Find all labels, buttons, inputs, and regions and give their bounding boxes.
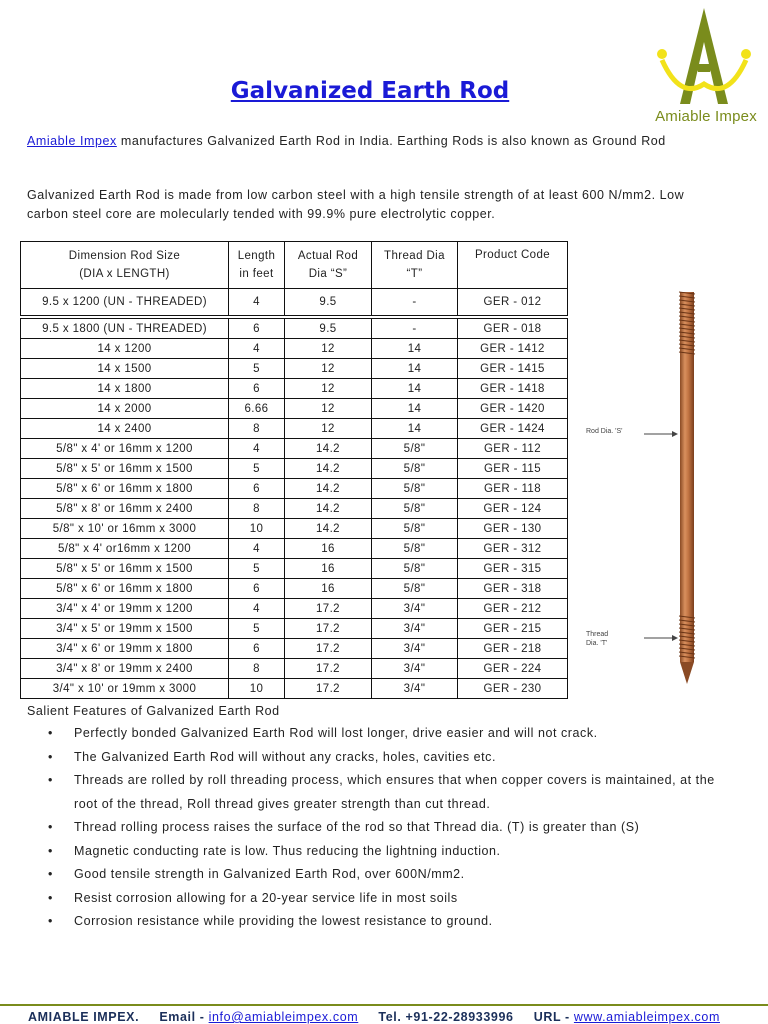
table-cell: 14 x 1500 bbox=[21, 359, 229, 379]
table-cell: 5/8" x 5' or 16mm x 1500 bbox=[21, 559, 229, 579]
table-cell: 17.2 bbox=[285, 599, 372, 619]
table-cell: 5 bbox=[229, 619, 285, 639]
table-cell: 17.2 bbox=[285, 639, 372, 659]
table-cell: 6 bbox=[229, 639, 285, 659]
table-cell: GER - 312 bbox=[458, 539, 568, 559]
features-heading: Salient Features of Galvanized Earth Rod bbox=[27, 704, 280, 718]
table-cell: 10 bbox=[229, 679, 285, 699]
table-cell: 5/8" bbox=[372, 579, 458, 599]
table-cell: GER - 218 bbox=[458, 639, 568, 659]
rod-dia-label: Rod Dia. 'S' bbox=[586, 428, 623, 435]
footer bbox=[28, 1010, 720, 1024]
table-cell: - bbox=[372, 289, 458, 316]
table-cell: 14.2 bbox=[285, 479, 372, 499]
feature-item bbox=[27, 863, 727, 887]
footer-url-label: URL - bbox=[533, 1010, 570, 1024]
table-row bbox=[21, 419, 568, 439]
table-row bbox=[21, 459, 568, 479]
table-cell: 3/4" x 5' or 19mm x 1500 bbox=[21, 619, 229, 639]
table-cell: 14 bbox=[372, 399, 458, 419]
table-row bbox=[21, 319, 568, 339]
logo-text: Amiable Impex bbox=[655, 108, 757, 125]
table-cell: GER - 215 bbox=[458, 619, 568, 639]
table-cell: 12 bbox=[285, 339, 372, 359]
table-row bbox=[21, 579, 568, 599]
features-list bbox=[27, 722, 727, 934]
company-link[interactable]: Amiable Impex bbox=[27, 134, 117, 148]
table-cell: 5/8" x 5' or 16mm x 1500 bbox=[21, 459, 229, 479]
table-row bbox=[21, 479, 568, 499]
bullet-icon: • bbox=[48, 914, 53, 928]
table-cell: 5/8" x 4' or 16mm x 1200 bbox=[21, 439, 229, 459]
bullet-icon: • bbox=[48, 749, 53, 764]
table-cell: GER - 318 bbox=[458, 579, 568, 599]
table-cell: 4 bbox=[229, 439, 285, 459]
table-cell: GER - 212 bbox=[458, 599, 568, 619]
feature-text: The Galvanized Earth Rod will without any cracks, holes, cavities etc. bbox=[74, 749, 497, 764]
table-cell: GER - 118 bbox=[458, 479, 568, 499]
header-actual-rod-dia: Actual Rod Dia “S” bbox=[285, 242, 372, 289]
feature-text: Thread rolling process raises the surface of the rod so that Thread dia. (T) is greater than (S) bbox=[74, 820, 640, 834]
bullet-icon: • bbox=[48, 890, 53, 905]
table-cell: 14 x 1200 bbox=[21, 339, 229, 359]
table-cell: 14.2 bbox=[285, 519, 372, 539]
table-cell: 14 bbox=[372, 419, 458, 439]
bullet-icon: • bbox=[48, 843, 53, 858]
table-row bbox=[21, 559, 568, 579]
footer-divider bbox=[0, 1004, 768, 1006]
table-cell: 5 bbox=[229, 359, 285, 379]
table-cell: 14 x 2000 bbox=[21, 399, 229, 419]
description-paragraph: Galvanized Earth Rod is made from low carbon steel with a high tensile strength of at least 600 N/mm2. Low carbon steel core are molecularly tended with 99.9% pure electrolytic copper. bbox=[27, 188, 685, 221]
table-cell: 16 bbox=[285, 579, 372, 599]
table-cell: 14 bbox=[372, 359, 458, 379]
feature-item bbox=[27, 722, 727, 746]
table-cell: 4 bbox=[229, 289, 285, 316]
header-length: Length in feet bbox=[229, 242, 285, 289]
table-cell: 3/4" bbox=[372, 619, 458, 639]
table-row bbox=[21, 679, 568, 699]
table-row bbox=[21, 379, 568, 399]
feature-item bbox=[27, 769, 727, 816]
table-body bbox=[21, 289, 568, 699]
table-cell: 8 bbox=[229, 419, 285, 439]
table-cell: 9.5 bbox=[285, 319, 372, 339]
table-cell: 3/4" bbox=[372, 639, 458, 659]
table-cell: GER - 1418 bbox=[458, 379, 568, 399]
table-cell: 4 bbox=[229, 599, 285, 619]
feature-item bbox=[27, 746, 727, 770]
table-cell: 5/8" bbox=[372, 519, 458, 539]
table-cell: 3/4" bbox=[372, 599, 458, 619]
table-row bbox=[21, 599, 568, 619]
table-cell: 14.2 bbox=[285, 499, 372, 519]
table-cell: 3/4" bbox=[372, 679, 458, 699]
table-cell: 3/4" x 4' or 19mm x 1200 bbox=[21, 599, 229, 619]
table-cell: 3/4" x 8' or 19mm x 2400 bbox=[21, 659, 229, 679]
table-cell: 8 bbox=[229, 499, 285, 519]
table-cell: 9.5 x 1200 (UN - THREADED) bbox=[21, 289, 229, 316]
bullet-icon: • bbox=[48, 773, 53, 787]
table-cell: GER - 1424 bbox=[458, 419, 568, 439]
table-cell: 4 bbox=[229, 339, 285, 359]
table-cell: 14 x 1800 bbox=[21, 379, 229, 399]
table-cell: 14.2 bbox=[285, 439, 372, 459]
thread-dia-label: Thread Dia. 'T' bbox=[586, 631, 609, 647]
feature-text: Resist corrosion allowing for a 20-year service life in most soils bbox=[74, 890, 458, 905]
table-cell: GER - 1420 bbox=[458, 399, 568, 419]
feature-text: Perfectly bonded Galvanized Earth Rod will lost longer, drive easier and will not crack. bbox=[74, 726, 598, 740]
table-cell: 12 bbox=[285, 399, 372, 419]
table-cell: 4 bbox=[229, 539, 285, 559]
table-cell: 14.2 bbox=[285, 459, 372, 479]
table-cell: 5/8" bbox=[372, 459, 458, 479]
bullet-icon: • bbox=[48, 726, 53, 740]
footer-url-link[interactable]: www.amiableimpex.com bbox=[573, 1010, 720, 1024]
table-row bbox=[21, 619, 568, 639]
table-cell: GER - 012 bbox=[458, 289, 568, 316]
table-cell: 9.5 bbox=[285, 289, 372, 316]
feature-item bbox=[27, 910, 727, 934]
table-cell: 3/4" x 6' or 19mm x 1800 bbox=[21, 639, 229, 659]
table-cell: 17.2 bbox=[285, 619, 372, 639]
table-cell: GER - 224 bbox=[458, 659, 568, 679]
header-dimension: Dimension Rod Size (DIA x LENGTH) bbox=[21, 242, 229, 289]
table-cell: 5/8" bbox=[372, 439, 458, 459]
table-cell: 3/4" x 10' or 19mm x 3000 bbox=[21, 679, 229, 699]
header-thread-dia: Thread Dia “T” bbox=[372, 242, 458, 289]
table-row bbox=[21, 399, 568, 419]
table-row bbox=[21, 499, 568, 519]
table-cell: 5/8" bbox=[372, 559, 458, 579]
feature-item bbox=[27, 816, 727, 840]
table-cell: 6 bbox=[229, 379, 285, 399]
table-cell: 16 bbox=[285, 559, 372, 579]
table-header-row bbox=[21, 242, 568, 289]
table-row bbox=[21, 339, 568, 359]
footer-email-label: Email - bbox=[159, 1010, 205, 1024]
intro-paragraph bbox=[27, 132, 727, 151]
bullet-icon: • bbox=[48, 867, 53, 881]
table-cell: 9.5 x 1800 (UN - THREADED) bbox=[21, 319, 229, 339]
table-cell: 3/4" bbox=[372, 659, 458, 679]
intro-text: manufactures Galvanized Earth Rod in India. Earthing Rods is also known as Ground Rod bbox=[116, 134, 666, 148]
table-cell: 5/8" x 8' or 16mm x 2400 bbox=[21, 499, 229, 519]
table-cell: 8 bbox=[229, 659, 285, 679]
table-cell: 10 bbox=[229, 519, 285, 539]
footer-email-link[interactable]: info@amiableimpex.com bbox=[208, 1010, 359, 1024]
spec-table bbox=[20, 241, 568, 699]
table-cell: 5/8" bbox=[372, 539, 458, 559]
table-row bbox=[21, 289, 568, 316]
table-cell: GER - 124 bbox=[458, 499, 568, 519]
table-row bbox=[21, 539, 568, 559]
table-row bbox=[21, 659, 568, 679]
table-cell: 5 bbox=[229, 459, 285, 479]
table-cell: 12 bbox=[285, 419, 372, 439]
table-cell: GER - 130 bbox=[458, 519, 568, 539]
table-cell: 6 bbox=[229, 319, 285, 339]
table-cell: GER - 112 bbox=[458, 439, 568, 459]
table-cell: 14 bbox=[372, 379, 458, 399]
table-cell: 17.2 bbox=[285, 659, 372, 679]
feature-item bbox=[27, 840, 727, 864]
feature-text: Corrosion resistance while providing the lowest resistance to ground. bbox=[74, 914, 493, 928]
header-product-code: Product Code bbox=[458, 242, 568, 289]
feature-text: Threads are rolled by roll threading process, which ensures that when copper covers is maintained, at the root of the thread, Roll thread gives greater strength than cut thread. bbox=[74, 773, 715, 811]
feature-item bbox=[27, 887, 727, 911]
table-cell: GER - 018 bbox=[458, 319, 568, 339]
table-cell: 5/8" x 6' or 16mm x 1800 bbox=[21, 479, 229, 499]
table-cell: 12 bbox=[285, 379, 372, 399]
table-cell: GER - 1412 bbox=[458, 339, 568, 359]
feature-text: Magnetic conducting rate is low. Thus reducing the lightning induction. bbox=[74, 843, 501, 858]
company-logo bbox=[640, 4, 768, 130]
table-row bbox=[21, 519, 568, 539]
table-cell: 5 bbox=[229, 559, 285, 579]
table-cell: 14 x 2400 bbox=[21, 419, 229, 439]
table-cell: GER - 315 bbox=[458, 559, 568, 579]
earth-rod-image bbox=[584, 284, 724, 694]
table-cell: 12 bbox=[285, 359, 372, 379]
table-cell: GER - 1415 bbox=[458, 359, 568, 379]
page-title[interactable]: Galvanized Earth Rod bbox=[230, 78, 510, 104]
bullet-icon: • bbox=[48, 820, 53, 834]
table-cell: 5/8" bbox=[372, 479, 458, 499]
table-cell: 14 bbox=[372, 339, 458, 359]
table-cell: GER - 230 bbox=[458, 679, 568, 699]
table-cell: 5/8" x 6' or 16mm x 1800 bbox=[21, 579, 229, 599]
table-cell: 5/8" x 10' or 16mm x 3000 bbox=[21, 519, 229, 539]
table-cell: 6 bbox=[229, 479, 285, 499]
table-cell: 16 bbox=[285, 539, 372, 559]
table-cell: 17.2 bbox=[285, 679, 372, 699]
table-row bbox=[21, 439, 568, 459]
table-cell: - bbox=[372, 319, 458, 339]
table-row bbox=[21, 359, 568, 379]
table-cell: 5/8" bbox=[372, 499, 458, 519]
table-cell: GER - 115 bbox=[458, 459, 568, 479]
footer-tel: Tel. +91-22-28933996 bbox=[378, 1010, 514, 1024]
feature-text: Good tensile strength in Galvanized Earth Rod, over 600N/mm2. bbox=[74, 867, 465, 881]
footer-company: AMIABLE IMPEX. bbox=[28, 1010, 140, 1024]
table-row bbox=[21, 639, 568, 659]
table-cell: 6 bbox=[229, 579, 285, 599]
table-cell: 5/8" x 4' or16mm x 1200 bbox=[21, 539, 229, 559]
table-cell: 6.66 bbox=[229, 399, 285, 419]
